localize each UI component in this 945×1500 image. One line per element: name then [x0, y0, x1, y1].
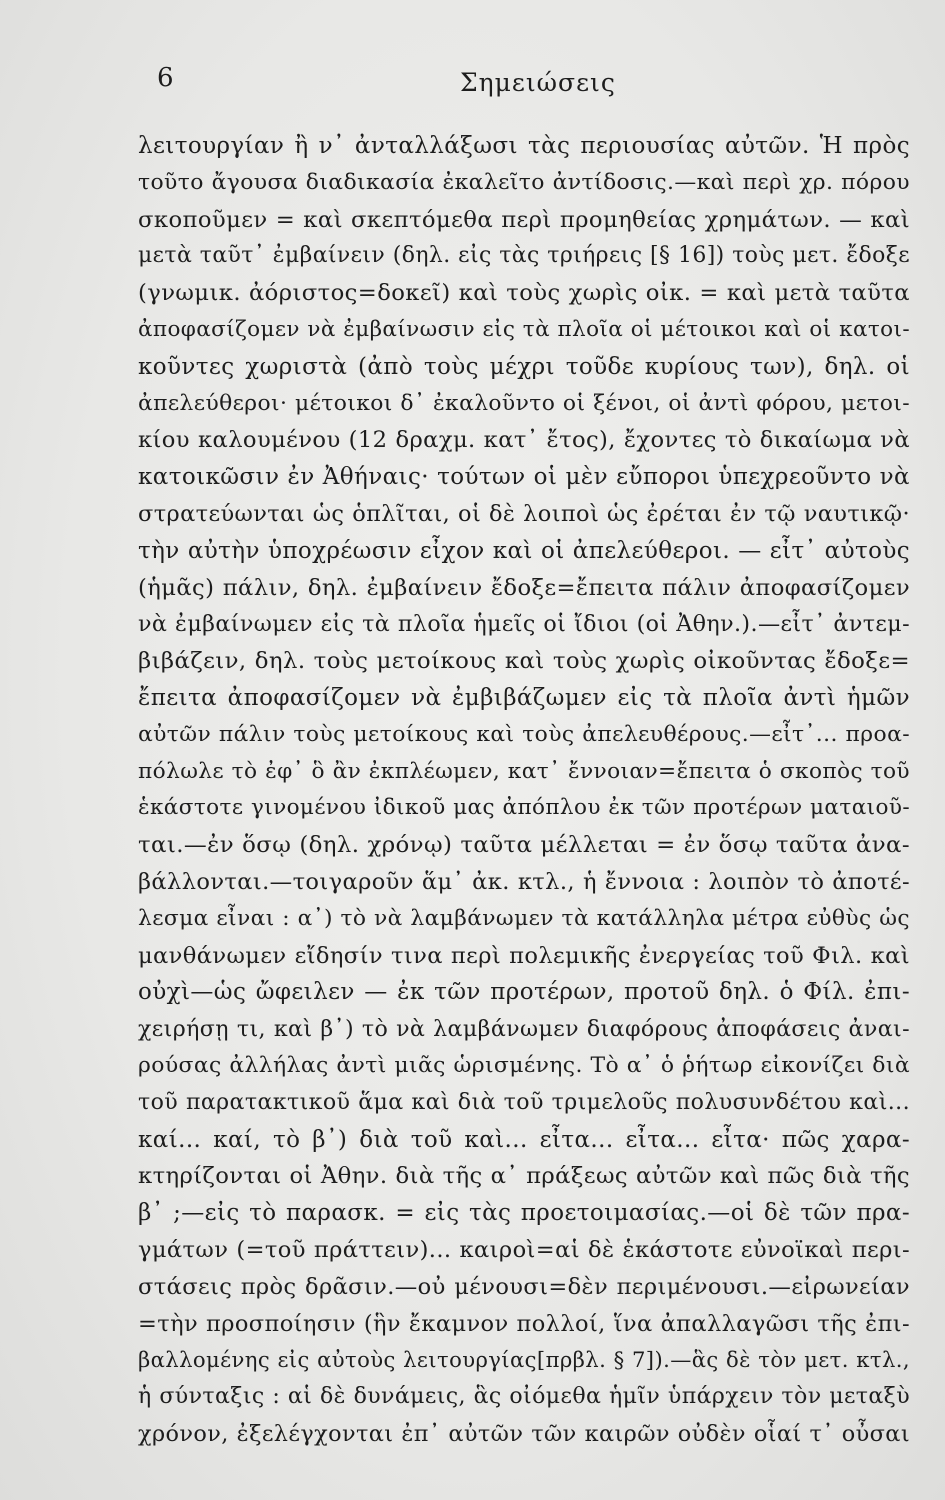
- text-line: ἡ σύνταξις : αἱ δὲ δυνάμεις, ἃς οἰόμεθα ἡμῖν ὑπάρχειν τὸν μεταξὺ: [138, 1384, 910, 1410]
- text-line: χειρήσῃ τι, καὶ β᾽) τὸ νὰ λαμβάνωμεν διαφόρους ἀποφάσεις ἀναι-: [138, 1016, 910, 1043]
- text-line: αὐτῶν πάλιν τοὺς μετοίκους καὶ τοὺς ἀπελευθέρους.—εἶτ᾽... προα-: [138, 721, 910, 747]
- running-title: Σημειώσεις: [460, 68, 616, 97]
- text-line: (ἡμᾶς) πάλιν, δηλ. ἐμβαίνειν ἔδοξε=ἔπειτα πάλιν ἀποφασίζομεν: [138, 574, 910, 601]
- text-line: ἑκάστοτε γινομένου ἰδικοῦ μας ἀπόπλου ἐκ τῶν προτέρων ματαιοῦ-: [138, 795, 910, 821]
- text-line: νὰ ἐμβαίνωμεν εἰς τὰ πλοῖα ἡμεῖς οἱ ἴδιοι (οἱ Ἀθην.).—εἶτ᾽ ἀντεμ-: [138, 611, 910, 638]
- text-line: μετὰ ταῦτ᾽ ἐμβαίνειν (δηλ. εἰς τὰς τριήρεις [§ 16]) τοὺς μετ. ἔδοξε: [138, 243, 910, 269]
- text-line: ἔπειτα ἀποφασίζομεν νὰ ἐμβιβάζωμεν εἰς τὰ πλοῖα ἀντὶ ἡμῶν: [138, 684, 910, 711]
- text-line: κτηρίζονται οἱ Ἀθην. διὰ τῆς α᾽ πράξεως αὐτῶν καὶ πῶς διὰ τῆς: [138, 1163, 910, 1190]
- commentary-text: [138, 128, 910, 1453]
- text-line: ἀπελεύθεροι· μέτοικοι δ᾽ ἐκαλοῦντο οἱ ξένοι, οἱ ἀντὶ φόρου, μετοι-: [138, 390, 910, 416]
- text-line: =τὴν προσποίησιν (ἣν ἔκαμνον πολλοί, ἵνα ἀπαλλαγῶσι τῆς ἐπι-: [138, 1310, 910, 1337]
- text-line: κατοικῶσιν ἐν Ἀθήναις· τούτων οἱ μὲν εὔποροι ὑπεχρεοῦντο νὰ: [138, 464, 910, 491]
- text-line: βιβάζειν, δηλ. τοὺς μετοίκους καὶ τοὺς χωρὶς οἰκοῦντας ἔδοξε=: [138, 648, 910, 675]
- text-line: τοῦ παρατακτικοῦ ἅμα καὶ διὰ τοῦ τριμελοῦς πολυσυνδέτου καὶ...: [138, 1089, 910, 1115]
- text-line: (γνωμικ. ἀόριστος=δοκεῖ) καὶ τοὺς χωρὶς οἰκ. = καὶ μετὰ ταῦτα: [138, 280, 910, 307]
- text-line: βάλλονται.—τοιγαροῦν ἅμ᾽ ἀκ. κτλ., ἡ ἔννοια : λοιπὸν τὸ ἀποτέ-: [138, 868, 910, 895]
- text-line: σκοποῦμεν = καὶ σκεπτόμεθα περὶ προμηθείας χρημάτων. — καὶ: [138, 206, 910, 233]
- text-line: β᾽ ;—εἰς τὸ παρασκ. = εἰς τὰς προετοιμασίας.—οἱ δὲ τῶν πρα-: [138, 1200, 910, 1227]
- text-line: στάσεις πρὸς δρᾶσιν.—οὐ μένουσι=δὲν περιμένουσι.—εἰρωνείαν: [138, 1273, 910, 1300]
- text-line: τοῦτο ἄγουσα διαδικασία ἐκαλεῖτο ἀντίδοσις.—καὶ περὶ χρ. πόρου: [138, 169, 910, 195]
- text-line: καί... καί, τὸ β᾽) διὰ τοῦ καὶ... εἶτα... εἶτα... εἶτα· πῶς χαρα-: [138, 1126, 910, 1153]
- text-line: στρατεύωνται ὡς ὁπλῖται, οἱ δὲ λοιποὶ ὡς ἐρέται ἐν τῷ ναυτικῷ·: [138, 500, 910, 527]
- text-line: τὴν αὐτὴν ὑποχρέωσιν εἶχον καὶ οἱ ἀπελεύθεροι. — εἶτ᾽ αὐτοὺς: [138, 537, 910, 564]
- text-line: λεσμα εἶναι : α᾽) τὸ νὰ λαμβάνωμεν τὰ κατάλληλα μέτρα εὐθὺς ὡς: [138, 905, 910, 931]
- text-line: μανθάνωμεν εἴδησίν τινα περὶ πολεμικῆς ἐνεργείας τοῦ Φιλ. καὶ: [138, 942, 910, 969]
- text-line: ται.—ἐν ὅσῳ (δηλ. χρόνῳ) ταῦτα μέλλεται = ἐν ὅσῳ ταῦτα ἀνα-: [138, 832, 910, 859]
- text-line: ρούσας ἀλλήλας ἀντὶ μιᾶς ὡρισμένης. Τὸ α᾽ ὁ ῥήτωρ εἰκονίζει διὰ: [138, 1052, 910, 1078]
- page-number: 6: [157, 63, 174, 93]
- text-line: γμάτων (=τοῦ πράττειν)... καιροὶ=αἱ δὲ ἑκάστοτε εὐνοϊκαὶ περι-: [138, 1236, 910, 1263]
- text-line: οὐχὶ—ὡς ὤφειλεν — ἐκ τῶν προτέρων, προτοῦ δηλ. ὁ Φίλ. ἐπι-: [138, 979, 910, 1006]
- text-line: λειτουργίαν ἢ ν᾽ ἀνταλλάξωσι τὰς περιουσίας αὐτῶν. Ἡ πρὸς: [138, 133, 910, 159]
- text-line: βαλλομένης εἰς αὐτοὺς λειτουργίας[πρβλ. § 7]).—ἃς δὲ τὸν μετ. κτλ.,: [138, 1347, 910, 1373]
- text-line: χρόνον, ἐξελέγχονται ἐπ᾽ αὐτῶν τῶν καιρῶν οὐδὲν οἷαί τ᾽ οὖσαι: [138, 1420, 910, 1447]
- text-line: κίου καλουμένου (12 δραχμ. κατ᾽ ἔτος), ἔχοντες τὸ δικαίωμα νὰ: [138, 427, 910, 454]
- text-line: πόλωλε τὸ ἐφ᾽ ὃ ἂν ἐκπλέωμεν, κατ᾽ ἔννοιαν=ἔπειτα ὁ σκοπὸς τοῦ: [138, 758, 910, 784]
- text-line: ἀποφασίζομεν νὰ ἐμβαίνωσιν εἰς τὰ πλοῖα οἱ μέτοικοι καὶ οἱ κατοι-: [138, 316, 910, 342]
- text-line: κοῦντες χωριστὰ (ἀπὸ τοὺς μέχρι τοῦδε κυρίους των), δηλ. οἱ: [138, 353, 910, 380]
